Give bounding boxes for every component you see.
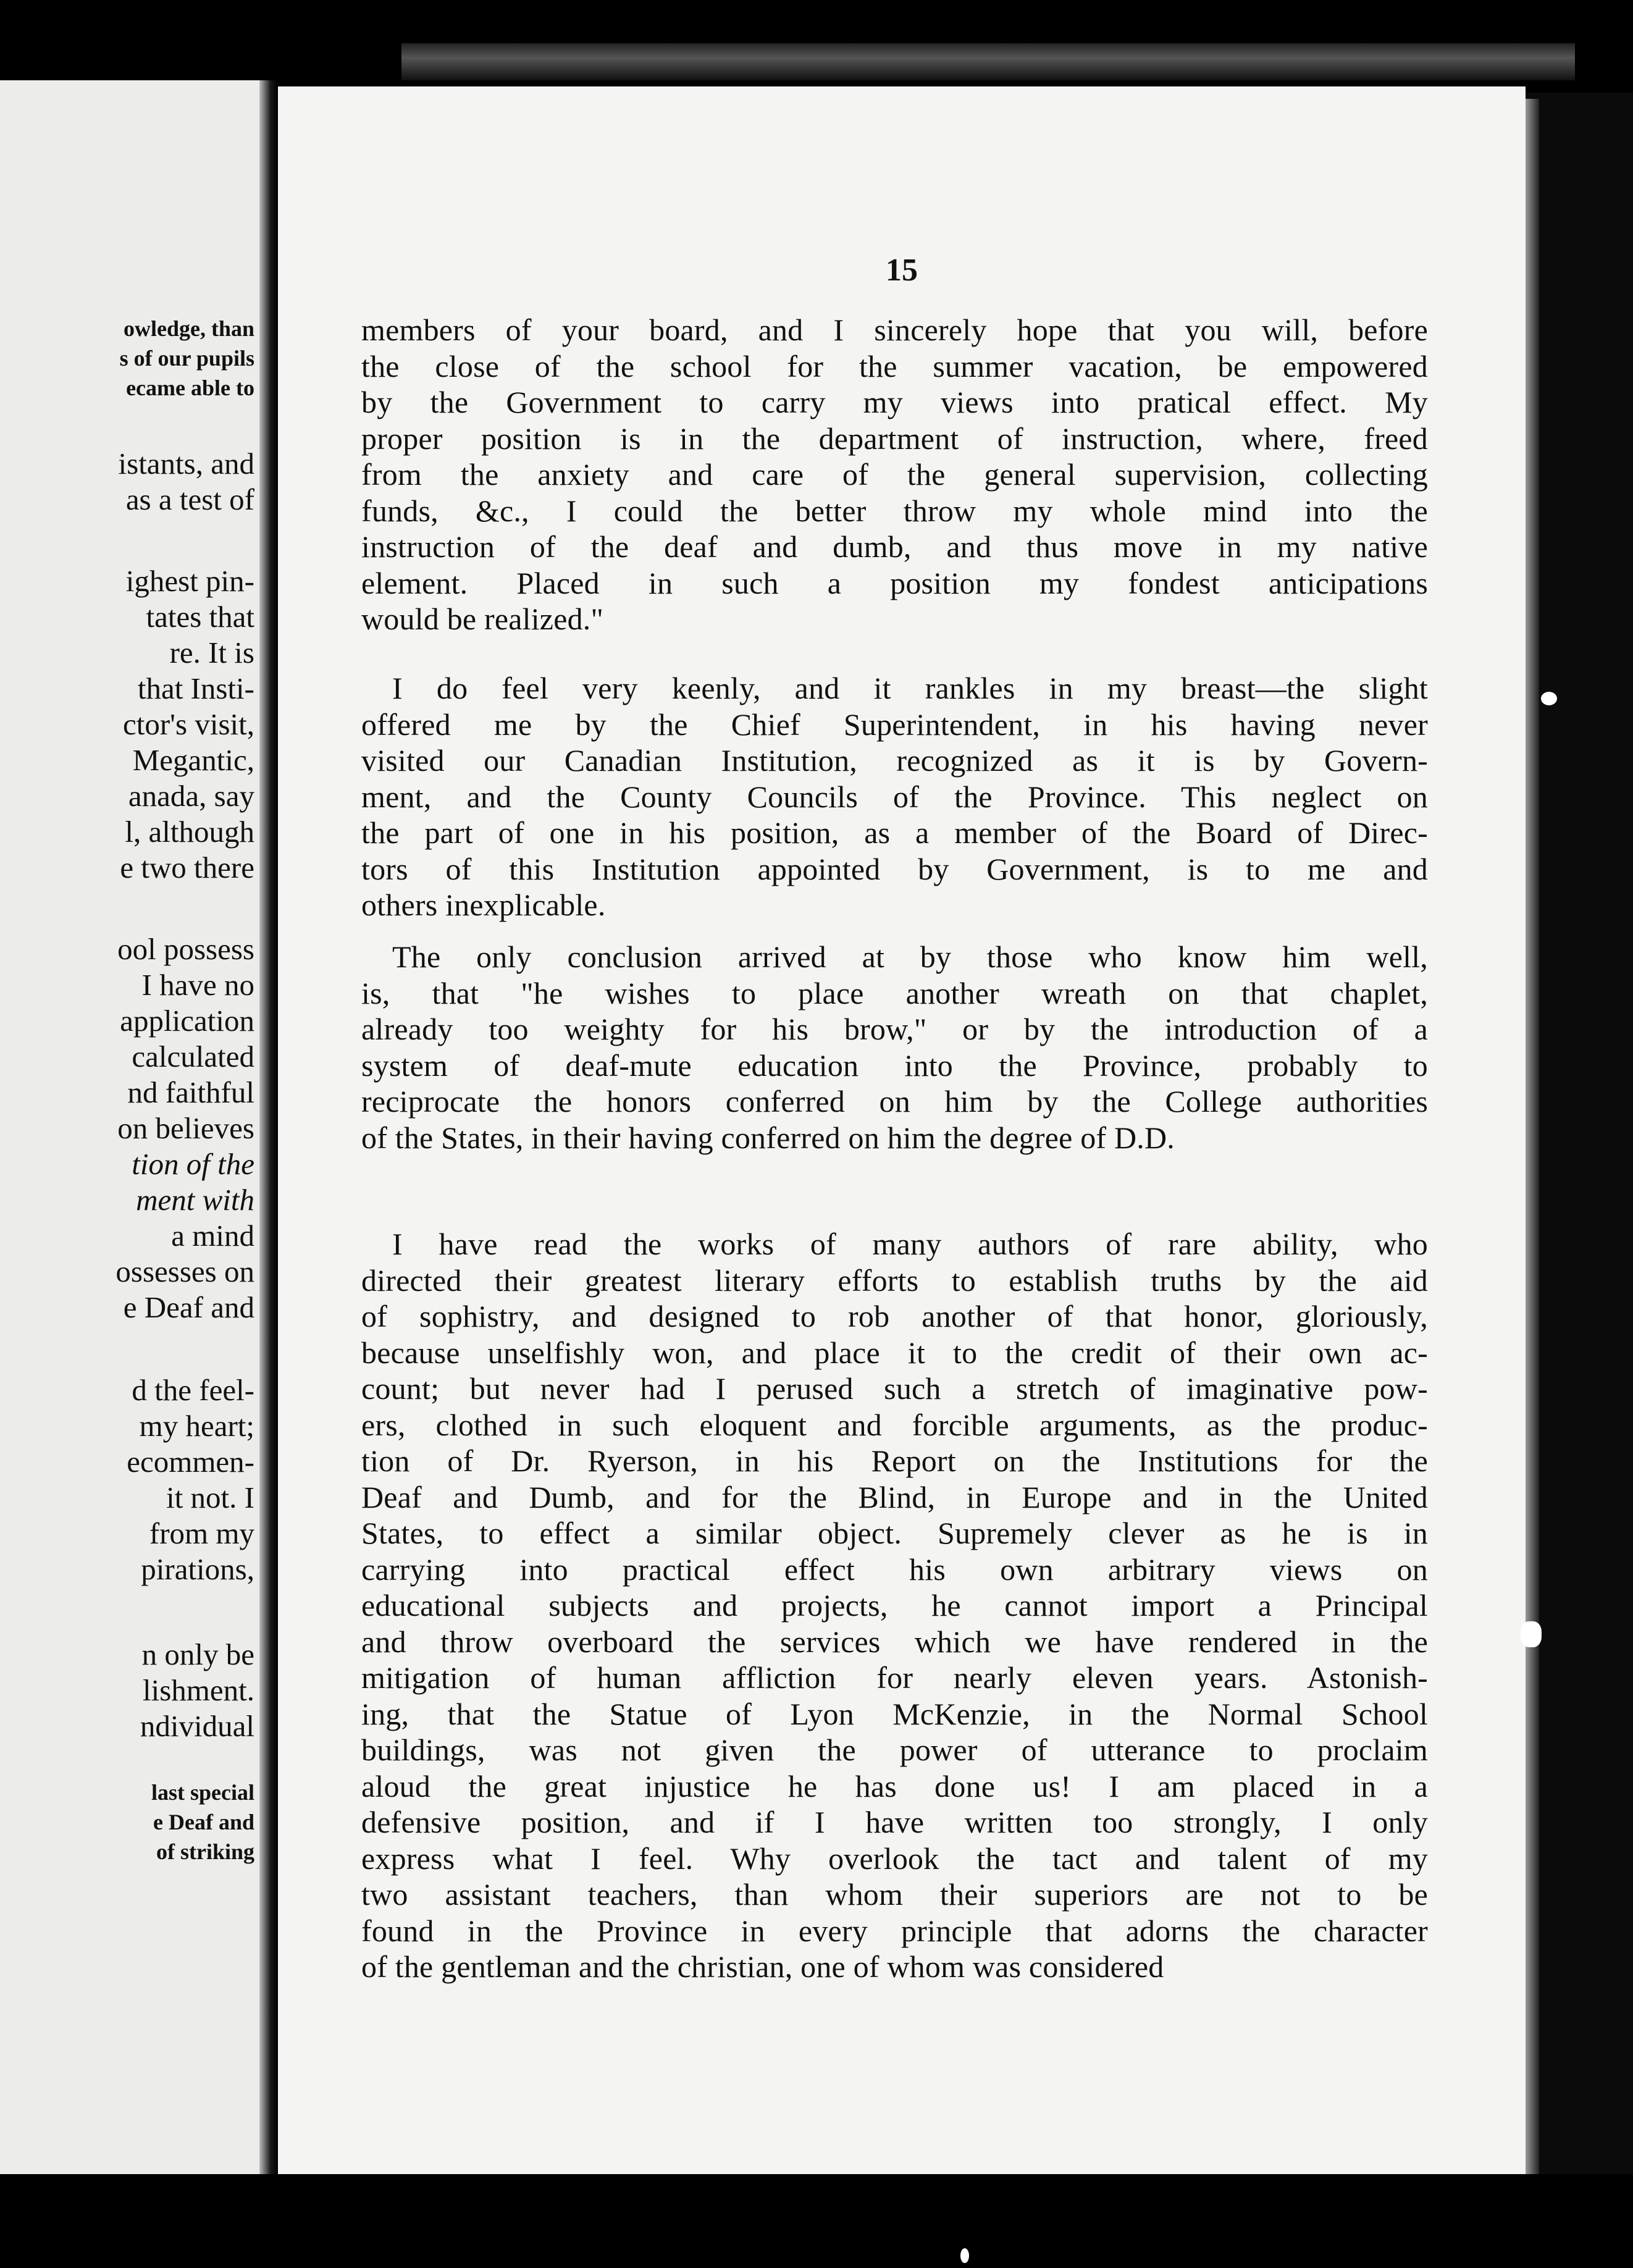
text-line: ment, and the County Councils of the Province. This neglect on <box>361 779 1428 814</box>
left-page-line: calculated <box>132 1040 254 1073</box>
text-line: express what I feel. Why overlook the tact and talent of my <box>361 1841 1428 1876</box>
left-page-line: nd faithful <box>127 1075 254 1109</box>
right-page <box>278 86 1526 2174</box>
page-number: 15 <box>886 253 918 288</box>
left-page-line: e Deaf and <box>153 1810 254 1834</box>
left-page-line: ossesses on <box>115 1254 254 1288</box>
left-page-line: tion of the <box>132 1147 254 1181</box>
text-line: is, that "he wishes to place another wreath on that chaplet, <box>361 975 1428 1010</box>
left-page-line: ighest pin- <box>125 564 254 598</box>
text-line: I have read the works of many authors of rare ability, who <box>392 1227 1428 1261</box>
text-line: The only conclusion arrived at by those who know him well, <box>392 939 1428 974</box>
text-line: Deaf and Dumb, and for the Blind, in Europe and in the United <box>361 1479 1428 1514</box>
left-page-line: ctor's visit, <box>123 707 254 741</box>
left-page-line: e two there <box>120 850 254 884</box>
text-line: buildings, was not given the power of utterance to proclaim <box>361 1732 1428 1767</box>
text-line: the close of the school for the summer vacation, be empowered <box>361 348 1428 384</box>
text-line: count; but never had I perused such a stretch of imaginative pow- <box>361 1371 1428 1406</box>
text-line: two assistant teachers, than whom their superiors are not to be <box>361 1877 1428 1912</box>
text-line: ers, clothed in such eloquent and forcible arguments, as the produc- <box>361 1407 1428 1442</box>
left-page-line: on believes <box>117 1111 254 1145</box>
left-page-line: ment with <box>136 1183 254 1217</box>
paragraph <box>361 1226 1428 1985</box>
left-page-line: last special <box>151 1780 254 1805</box>
left-page-line: re. It is <box>169 636 254 670</box>
text-line: members of your board, and I sincerely hope that you will, before <box>361 313 1428 347</box>
left-page-line: of striking <box>156 1839 254 1864</box>
left-page-line: lishment. <box>142 1673 254 1707</box>
left-page-line: that Insti- <box>137 671 254 705</box>
text-line: proper position is in the department of instruction, where, freed <box>361 421 1428 456</box>
scan-bottom-edge <box>0 2174 1633 2268</box>
left-page-line: tates that <box>146 600 254 634</box>
page-gutter <box>259 80 278 2205</box>
left-page-line: anada, say <box>128 779 254 813</box>
binding-shadow <box>401 43 1575 80</box>
left-page-line: owledge, than <box>123 316 254 341</box>
left-page-fragment <box>0 80 259 2205</box>
text-line: by the Government to carry my views into pratical effect. My <box>361 385 1428 419</box>
text-line: directed their greatest literary efforts to establish truths by the aid <box>361 1262 1428 1298</box>
text-line: of the States, in their having conferred on him the degree of D.D. <box>361 1120 1175 1155</box>
text-line: States, to effect a similar object. Supremely clever as he is in <box>361 1516 1428 1550</box>
left-page-line: e Deaf and <box>123 1290 254 1324</box>
text-line: tors of this Institution appointed by Government, is to me and <box>361 851 1428 886</box>
text-line: carrying into practical effect his own arbitrary views on <box>361 1552 1428 1587</box>
left-page-line: s of our pupils <box>119 346 254 371</box>
paragraph <box>361 312 1428 637</box>
text-line: aloud the great injustice he has done us! I am placed in a <box>361 1768 1428 1804</box>
scan-speck <box>1541 692 1557 705</box>
text-line: of sophistry, and designed to rob another of that honor, gloriously, <box>361 1299 1428 1334</box>
left-page-line: application <box>120 1004 254 1038</box>
text-line: defensive position, and if I have written too strongly, I only <box>361 1805 1428 1839</box>
text-line: I do feel very keenly, and it rankles in my breast—the slight <box>392 671 1428 705</box>
left-page-line: istants, and <box>118 447 254 481</box>
left-page-line: d the feel- <box>132 1373 254 1407</box>
left-page-line: l, although <box>125 815 254 849</box>
text-line: found in the Province in every principle that adorns the character <box>361 1913 1428 1948</box>
paragraph <box>361 670 1428 923</box>
left-page-line: I have no <box>141 968 254 1002</box>
text-line: would be realized." <box>361 602 604 636</box>
left-page-line: my heart; <box>139 1409 254 1443</box>
left-page-line: pirations, <box>141 1552 254 1586</box>
text-line: already too weighty for his brow," or by the introduction of a <box>361 1012 1428 1046</box>
scan-speck <box>960 2248 969 2263</box>
right-page-edge <box>1526 99 1539 2174</box>
left-page-line: ool possess <box>117 932 254 966</box>
text-line: reciprocate the honors conferred on him by the College authorities <box>361 1084 1428 1119</box>
left-page-line: a mind <box>171 1219 254 1253</box>
text-line: and throw overboard the services which we have rendered in the <box>361 1624 1428 1659</box>
left-page-line: ecame able to <box>126 376 254 400</box>
text-line: visited our Canadian Institution, recognized as it is by Govern- <box>361 743 1428 778</box>
text-line: from the anxiety and care of the general supervision, collecting <box>361 457 1428 492</box>
left-page-line: n only be <box>141 1637 254 1671</box>
text-line: instruction of the deaf and dumb, and thus move in my native <box>361 529 1428 564</box>
text-line: educational subjects and projects, he cannot import a Principal <box>361 1588 1428 1623</box>
paragraph <box>361 939 1428 1156</box>
text-line: offered me by the Chief Superintendent, in his having never <box>361 707 1428 742</box>
left-page-line: ndividual <box>140 1709 254 1743</box>
text-line: element. Placed in such a position my fondest anticipations <box>361 565 1428 600</box>
left-page-line: ecommen- <box>127 1445 254 1479</box>
text-line: others inexplicable. <box>361 888 606 922</box>
left-page-line: from my <box>149 1516 254 1550</box>
text-line: because unselfishly won, and place it to the credit of their own ac- <box>361 1335 1428 1370</box>
text-line: mitigation of human affliction for nearly eleven years. Astonish- <box>361 1660 1428 1695</box>
left-page-line: Megantic, <box>132 743 254 777</box>
left-page-line: it not. I <box>166 1480 254 1514</box>
text-line: ing, that the Statue of Lyon McKenzie, in the Normal School <box>361 1696 1428 1731</box>
scan-speck <box>1521 1621 1542 1647</box>
left-page-line: as a test of <box>125 482 254 516</box>
text-line: tion of Dr. Ryerson, in his Report on the Institutions for the <box>361 1443 1428 1478</box>
text-line: system of deaf-mute education into the Province, probably to <box>361 1048 1428 1083</box>
text-line: funds, &c., I could the better throw my whole mind into the <box>361 493 1428 528</box>
text-line: the part of one in his position, as a member of the Board of Direc- <box>361 815 1428 850</box>
text-line: of the gentleman and the christian, one of whom was considered <box>361 1949 1164 1984</box>
